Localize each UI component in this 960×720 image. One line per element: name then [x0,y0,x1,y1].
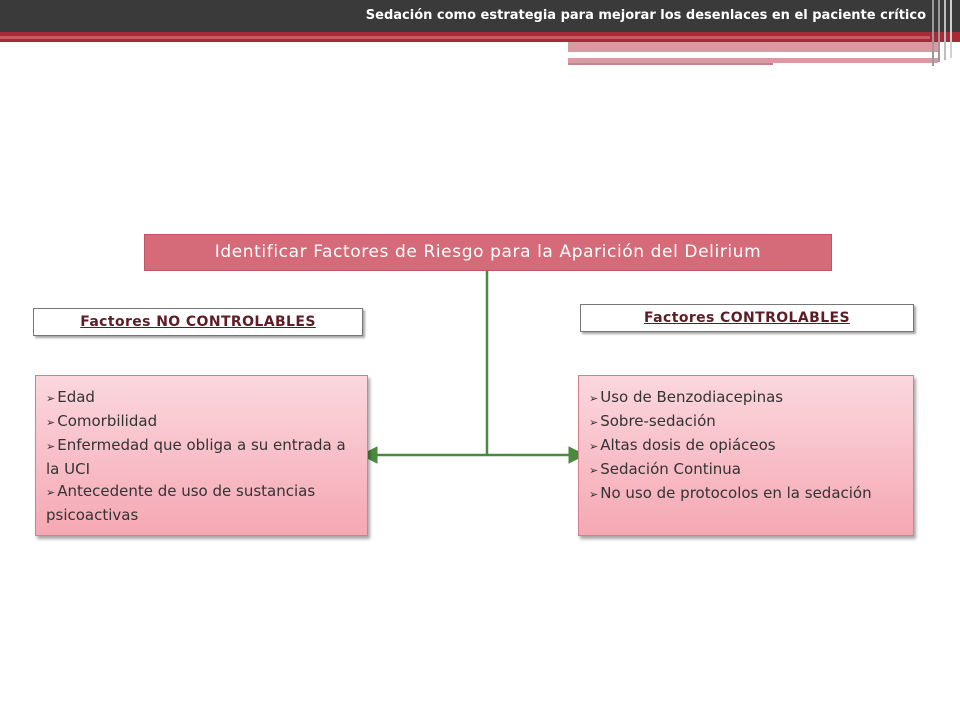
list-item: ➢ No uso de protocolos en la sedación [589,484,872,502]
arrowhead-bullet-icon: ➢ [589,416,599,429]
list-item: ➢ Sobre-sedación [589,412,716,430]
non-controllable-factors-box [35,375,368,536]
presentation-title: Sedación como estrategia para mejorar los desenlaces en el paciente crítico [365,8,926,23]
list-item: ➢ Uso de Benzodiacepinas [589,388,784,406]
list-item: ➢ Enfermedad que obliga a su entrada a la UCI [46,436,346,478]
arrowhead-bullet-icon: ➢ [46,440,56,453]
controllable-factors-list [589,386,903,506]
list-item: ➢ Edad [46,388,95,406]
arrowhead-bullet-icon: ➢ [589,488,599,501]
arrowhead-bullet-icon: ➢ [46,392,56,405]
list-item: ➢ Antecedente de uso de sustancias psicoactivas [46,482,316,524]
main-title-box: Identificar Factores de Riesgo para la Aparición del Delirium [144,234,832,271]
non-controllable-factors-list [46,386,357,526]
arrowhead-bullet-icon: ➢ [589,392,599,405]
arrowhead-bullet-icon: ➢ [46,486,56,499]
controllable-factors-box [578,375,914,536]
list-item: ➢ Sedación Continua [589,460,741,478]
list-item: ➢ Altas dosis de opiáceos [589,436,776,454]
arrowhead-bullet-icon: ➢ [46,416,56,429]
arrowhead-bullet-icon: ➢ [589,464,599,477]
non-controllable-factors-label: Factores NO CONTROLABLES [33,308,363,336]
list-item: ➢ Comorbilidad [46,412,158,430]
controllable-factors-label: Factores CONTROLABLES [580,304,914,332]
arrowhead-bullet-icon: ➢ [589,440,599,453]
